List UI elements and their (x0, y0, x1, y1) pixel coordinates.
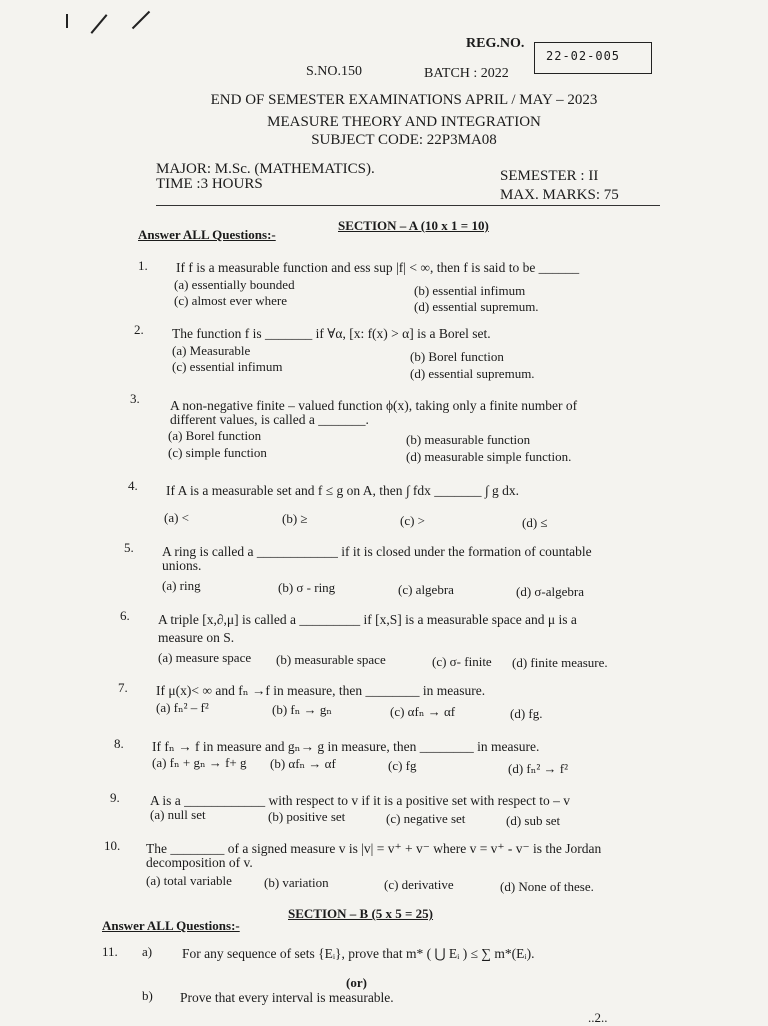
option: (b) αfₙ → αf (270, 756, 336, 771)
option: (c) algebra (398, 582, 454, 597)
option: (d) ≤ (522, 515, 548, 530)
major: MAJOR: M.Sc. (MATHEMATICS). (156, 161, 375, 177)
batch: BATCH : 2022 (424, 66, 509, 81)
option: (a) ring (162, 578, 201, 593)
semester: SEMESTER : II (500, 168, 599, 184)
section-b-instruction: Answer ALL Questions:- (102, 918, 240, 933)
option: (b) Borel function (410, 349, 504, 364)
option: (c) σ- finite (432, 654, 492, 669)
option: (d) fg. (510, 706, 543, 721)
option: (a) fₙ + gₙ → f+ g (152, 755, 247, 770)
option: (d) measurable simple function. (406, 449, 572, 464)
option: (d) sub set (506, 813, 561, 828)
question-number: 10. (104, 838, 121, 853)
question-text: A ring is called a ____________ if it is closed under the formation of countable (162, 544, 592, 559)
option: (d) essential supremum. (410, 366, 535, 381)
header-divider (156, 205, 660, 206)
reg-number: 22-02-005 (546, 49, 621, 63)
question-number: 9. (110, 790, 120, 805)
section-a-instruction: Answer ALL Questions:- (138, 227, 276, 242)
option: (a) fₙ² – f² (156, 700, 209, 715)
question-number: 4. (128, 478, 138, 493)
page-number: ..2.. (588, 1010, 608, 1025)
option: (d) finite measure. (512, 655, 608, 670)
question-number: 8. (114, 736, 124, 751)
part-label: a) (142, 944, 153, 959)
question-number: 1. (138, 258, 148, 273)
subject-code: SUBJECT CODE: 22P3MA08 (311, 132, 497, 148)
option: (b) variation (264, 875, 329, 890)
section-b-title: SECTION – B (5 x 5 = 25) (288, 906, 434, 921)
pen-mark (132, 11, 150, 29)
question-number: 2. (134, 322, 144, 337)
question-text: The function f is _______ if ∀α, [x: f(x) > α] is a Borel set. (172, 326, 491, 341)
question-text: A non-negative finite – valued function ϕ(x), taking only a finite number of (170, 398, 578, 413)
option: (b) positive set (268, 809, 346, 824)
option: (b) essential infimum (414, 283, 526, 298)
question-text: If f is a measurable function and ess sup |f| < ∞, then f is said to be ______ (176, 260, 580, 275)
pen-mark (91, 14, 108, 34)
question-text: If fₙ → f in measure and gₙ→ g in measure, then ________ in measure. (152, 739, 540, 754)
reg-label: REG.NO. (466, 36, 525, 51)
option: (d) None of these. (500, 879, 594, 894)
question-text-continued: measure on S. (158, 630, 235, 645)
option: (a) Measurable (172, 343, 251, 358)
option: (b) fₙ → gₙ (272, 702, 332, 717)
subject-title: MEASURE THEORY AND INTEGRATION (267, 114, 541, 130)
max-marks: MAX. MARKS: 75 (500, 187, 619, 203)
question-text: A is a ____________ with respect to v if it is a positive set with respect to – v (150, 793, 570, 808)
question-text: The ________ of a signed measure v is |v| = v⁺ + v⁻ where v = v⁺ - v⁻ is the Jordan (146, 841, 602, 856)
option: (c) fg (388, 758, 417, 773)
option: (a) null set (150, 807, 206, 822)
question-text-continued: decomposition of v. (146, 855, 253, 870)
question-number: 3. (130, 391, 140, 406)
option: (c) > (400, 513, 426, 528)
option: (a) < (164, 510, 190, 525)
question-number: 7. (118, 680, 128, 695)
exam-time: TIME :3 HOURS (156, 176, 263, 192)
option: (b) ≥ (282, 511, 308, 526)
question-text-continued: different values, is called a _______. (170, 412, 369, 427)
option: (c) almost ever where (174, 293, 287, 308)
part-label: b) (142, 988, 153, 1003)
option: (a) total variable (146, 873, 232, 888)
question-number: 6. (120, 608, 130, 623)
question-text: If μ(x)< ∞ and fₙ →f in measure, then ________ in measure. (156, 683, 486, 698)
option: (a) essentially bounded (174, 277, 295, 292)
question-text: For any sequence of sets {Eᵢ}, prove that m* ( ⋃ Eᵢ ) ≤ ∑ m*(Eᵢ). (182, 946, 535, 961)
serial-number: S.NO.150 (306, 64, 363, 79)
or-separator: (or) (346, 975, 367, 990)
question-text: A triple [x,∂,μ] is called a _________ if [x,S] is a measurable space and μ is a (158, 612, 577, 627)
section-a-title: SECTION – A (10 x 1 = 10) (338, 218, 489, 233)
option: (d) essential supremum. (414, 299, 539, 314)
option: (c) negative set (386, 811, 466, 826)
option: (c) simple function (168, 445, 267, 460)
option: (c) αfₙ → αf (390, 704, 456, 719)
question-text: If A is a measurable set and f ≤ g on A, then ∫ fdx _______ ∫ g dx. (166, 483, 519, 498)
option: (b) measurable space (276, 652, 386, 667)
question-number: 11. (102, 944, 118, 959)
question-number: 5. (124, 540, 134, 555)
option: (b) σ - ring (278, 580, 336, 595)
option: (b) measurable function (406, 432, 531, 447)
option: (d) fₙ² → f² (508, 761, 568, 776)
option: (a) Borel function (168, 428, 262, 443)
option: (a) measure space (158, 650, 252, 665)
pen-mark (66, 14, 68, 28)
option: (c) essential infimum (172, 359, 283, 374)
exam-title: END OF SEMESTER EXAMINATIONS APRIL / MAY – 2023 (210, 92, 598, 108)
question-text-continued: unions. (162, 558, 202, 573)
question-text: Prove that every interval is measurable. (180, 990, 394, 1005)
option: (d) σ-algebra (516, 584, 584, 599)
option: (c) derivative (384, 877, 454, 892)
